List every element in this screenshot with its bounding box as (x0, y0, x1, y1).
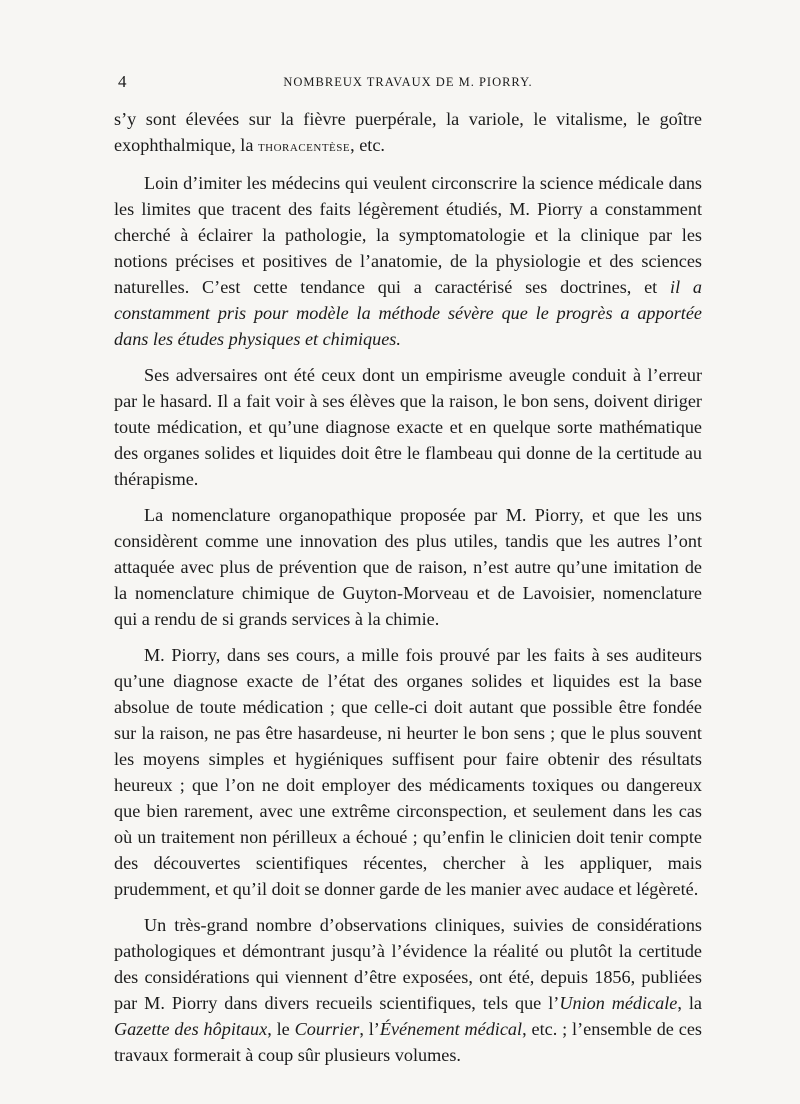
small-caps-term: thoracentèse (257, 138, 351, 155)
italic-quote: il a constamment pris pour modèle la méthode sévère que le progrès a apportée dans les études physiques et chimiques. (114, 277, 702, 349)
paragraph-1-text: s’y sont élevées sur la fièvre puerpérale, la variole, le vitalisme, le goître exophthalmique, la (114, 109, 702, 155)
paragraph-1 (114, 106, 702, 160)
running-head: NOMBREUX TRAVAUX DE M. PIORRY. (283, 75, 533, 89)
paragraph-2 (114, 170, 702, 352)
paragraph-2-text: Loin d’imiter les médecins qui veulent circonscrire la science médicale dans les limites que tracent des faits légèrement étudiés, M. Piorry a constamment cherché à éclairer la pathologie, la symptomatologie et la clinique par les notions précises et positives de l’anatomie, de la physiologie et des sciences naturelles. C’est cette tendance qui a caractérisé ses doctrines, et (114, 173, 702, 297)
journal-evenement-medical: Événement médical (379, 1019, 523, 1039)
paragraph-6 (114, 912, 702, 1068)
paragraph-5: M. Piorry, dans ses cours, a mille fois prouvé par les faits à ses auditeurs qu’une diagnose exacte de l’état des organes solides et liquides est la base absolue de toute médication ; que celle-ci doit autant que possible être fondée sur la raison, ne pas être hasardeuse, ni heurter le bon sens ; que le plus souvent les moyens simples et hygiéniques suffisent pour faire obtenir des résultats heureux ; que l’on ne doit employer des médicaments toxiques ou dangereux que bien rarement, avec une extrême circonspection, et seulement dans les cas où un traitement non périlleux a échoué ; qu’enfin le clinicien doit tenir compte des découvertes scientifiques récentes, chercher à les appliquer, mais prudemment, et qu’il doit se donner garde de les manier avec audace et légèreté. (114, 645, 702, 899)
separator: , la (677, 993, 702, 1013)
journal-courrier: Courrier (294, 1019, 360, 1039)
paragraph-1-end: , etc. (350, 135, 385, 155)
page-header (114, 72, 702, 98)
journal-union-medicale: Union médicale (559, 993, 678, 1013)
paragraph-6-end: , etc. ; l’ensemble de ces travaux formerait à coup sûr plusieurs volumes. (114, 1019, 702, 1065)
page-number: 4 (118, 72, 127, 91)
paragraph-3: Ses adversaires ont été ceux dont un empirisme aveugle conduit à l’erreur par le hasard. Il a fait voir à ses élèves que la raison, le bon sens, doivent diriger toute médication, et qu’une diagnose exacte et en quelque sorte mathématique des organes solides et liquides doit être le flambeau qui donne de la certitude au thérapisme. (114, 365, 702, 489)
journal-gazette-hopitaux: Gazette des hôpitaux (114, 1019, 268, 1039)
separator: , le (267, 1019, 295, 1039)
paragraph-4: La nomenclature organopathique proposée par M. Piorry, et que les uns considèrent comme une innovation des plus utiles, tandis que les autres l’ont attaquée avec plus de prévention que de raison, n’est autre qu’une imitation de la nomenclature chimique de Guyton-Morveau et de Lavoisier, nomenclature qui a rendu de si grands services à la chimie. (114, 505, 702, 629)
body-text (114, 106, 702, 1068)
paragraph-6-text: Un très-grand nombre d’observations cliniques, suivies de considérations pathologiques et démontrant jusqu’à l’évidence la réalité ou plutôt la certitude des considérations qui viennent d’être exposées, ont été, depuis 1856, publiées par M. Piorry dans divers recueils scientifiques, tels que l’ (114, 915, 702, 1013)
separator: , l’ (359, 1019, 380, 1039)
